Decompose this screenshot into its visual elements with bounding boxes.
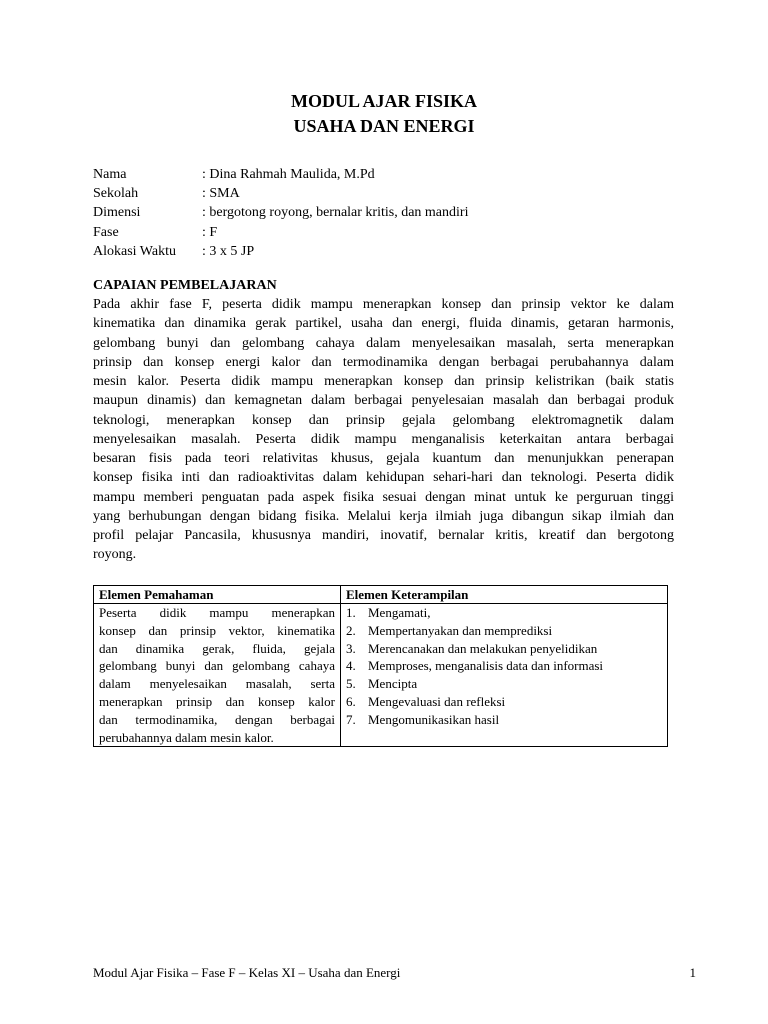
info-label: Dimensi: [93, 205, 141, 221]
paragraph-line: Pada akhir fase F, peserta didik mampu menerapkan konsep dan prinsip vektor ke dalam: [93, 297, 674, 312]
paragraph-line: besaran fisis pada teori relativitas khusus, gejala kuantum dan menunjukkan penerapan: [93, 451, 674, 466]
page-footer: [93, 964, 696, 982]
paragraph-line: maupun dinamis) dan kemagnetan dalam berbagai penyelesaian masalah dan berbagai produk: [93, 393, 674, 409]
title-line-2: USAHA DAN ENERGI: [293, 116, 475, 136]
list-text: Memproses, menganalisis data dan informasi: [368, 658, 604, 674]
elements-table: [93, 585, 668, 747]
list-number: 1.: [346, 605, 356, 620]
list-item: [346, 693, 662, 711]
table-header-row: [94, 586, 668, 604]
info-label: Sekolah: [93, 186, 139, 202]
paragraph-line: yang berhubungan dengan bidang fisika. Melalui kerja ilmiah juga dibangun sikap ilmiah dan: [93, 508, 674, 524]
info-label: Nama: [93, 167, 127, 182]
footer-text: Modul Ajar Fisika – Fase F – Kelas XI – Usaha dan Energi: [93, 965, 401, 980]
page-number: 1: [689, 965, 696, 980]
list-item: [346, 711, 662, 729]
document-title: [0, 89, 768, 139]
info-value: : bergotong royong, bernalar kritis, dan mandiri: [202, 205, 469, 221]
list-item: [346, 604, 662, 622]
list-number: 2.: [346, 622, 356, 638]
list-text: Mencipta: [368, 676, 418, 692]
paragraph-line: royong.: [93, 547, 137, 563]
list-item: [346, 675, 662, 693]
cell-elemen-keterampilan: [341, 604, 668, 747]
paragraph-line: mampu memberi penguatan pada aspek fisika sesuai dengan minat untuk ke perguruan tinggi: [93, 489, 674, 505]
title-line-1: MODUL AJAR FISIKA: [290, 91, 478, 111]
cell-line: konsep dan prinsip vektor, kinematika: [99, 622, 335, 638]
capaian-paragraph: [93, 295, 674, 565]
header-elemen-keterampilan: Elemen Keterampilan: [341, 586, 668, 604]
info-value: : SMA: [202, 186, 240, 202]
list-number: 6.: [346, 693, 356, 709]
info-row-nama: [93, 165, 468, 184]
cell-line: dan dinamika gerak, fluida, gejala: [99, 640, 335, 656]
cell-line: dalam menyelesaikan masalah, serta: [99, 676, 335, 692]
list-item: [346, 657, 662, 675]
info-row-dimensi: [93, 203, 468, 222]
paragraph-line: menyelesaikan masalah. Peserta didik mampu menganalisis keterkaitan antara berbagai: [93, 431, 674, 447]
list-text: Mempertanyakan dan memprediksi: [368, 622, 553, 638]
info-row-fase: [93, 223, 468, 242]
paragraph-line: profil pelajar Pancasila, khususnya mandiri, inovatif, bernalar kritis, kreatif dan bergotong: [93, 528, 674, 543]
info-value: : Dina Rahmah Maulida, M.Pd: [202, 167, 375, 182]
cell-line: gelombang bunyi dan gelombang cahaya: [99, 658, 335, 674]
cell-line: dan termodinamika, dengan berbagai: [99, 711, 335, 727]
list-number: 3.: [346, 640, 356, 656]
identity-info: [93, 165, 468, 261]
paragraph-line: konsep fisika inti dan radioaktivitas dalam kehidupan sehari-hari dan teknologi. Peserta didik: [93, 470, 674, 486]
cell-line: Peserta didik mampu menerapkan: [99, 605, 335, 620]
table-row: [94, 604, 668, 747]
list-text: Merencanakan dan melakukan penyelidikan: [368, 640, 598, 656]
list-number: 5.: [346, 676, 356, 692]
paragraph-line: kinematika dan dinamika gerak partikel, usaha dan energi, fluida dinamis, getaran harmonis,: [93, 316, 674, 332]
info-value: : 3 x 5 JP: [202, 243, 255, 259]
list-text: Mengevaluasi dan refleksi: [368, 693, 506, 709]
cell-line: menerapkan prinsip dan konsep kalor: [99, 693, 335, 709]
list-number: 7.: [346, 711, 356, 727]
list-text: Mengamati,: [368, 605, 431, 620]
info-row-alokasi-waktu: [93, 242, 468, 261]
section-heading-capaian: CAPAIAN PEMBELAJARAN: [93, 278, 277, 293]
paragraph-line: teknologi, menerapkan konsep dan prinsip gejala gelombang elektromagnetik dalam: [93, 412, 674, 428]
paragraph-line: mesin kalor. Peserta didik mampu menerapkan konsep dan prinsip kelistrikan (baik statis: [93, 374, 674, 389]
info-row-sekolah: [93, 184, 468, 203]
cell-elemen-pemahaman: [94, 604, 341, 747]
info-label: Fase: [93, 224, 119, 240]
list-item: [346, 622, 662, 640]
header-elemen-pemahaman: Elemen Pemahaman: [94, 586, 341, 604]
paragraph-line: gelombang bunyi dan gelombang cahaya dalam menyelesaikan masalah, serta menerapkan: [93, 335, 674, 351]
paragraph-line: prinsip dan konsep energi kalor dan termodinamika dengan berbagai perubahannya dalam: [93, 354, 674, 370]
info-value: : F: [202, 224, 218, 240]
info-label: Alokasi Waktu: [93, 243, 176, 259]
list-item: [346, 640, 662, 658]
list-number: 4.: [346, 658, 356, 674]
list-text: Mengomunikasikan hasil: [368, 711, 500, 727]
skills-list: [346, 604, 662, 729]
cell-line: perubahannya dalam mesin kalor.: [99, 729, 274, 745]
